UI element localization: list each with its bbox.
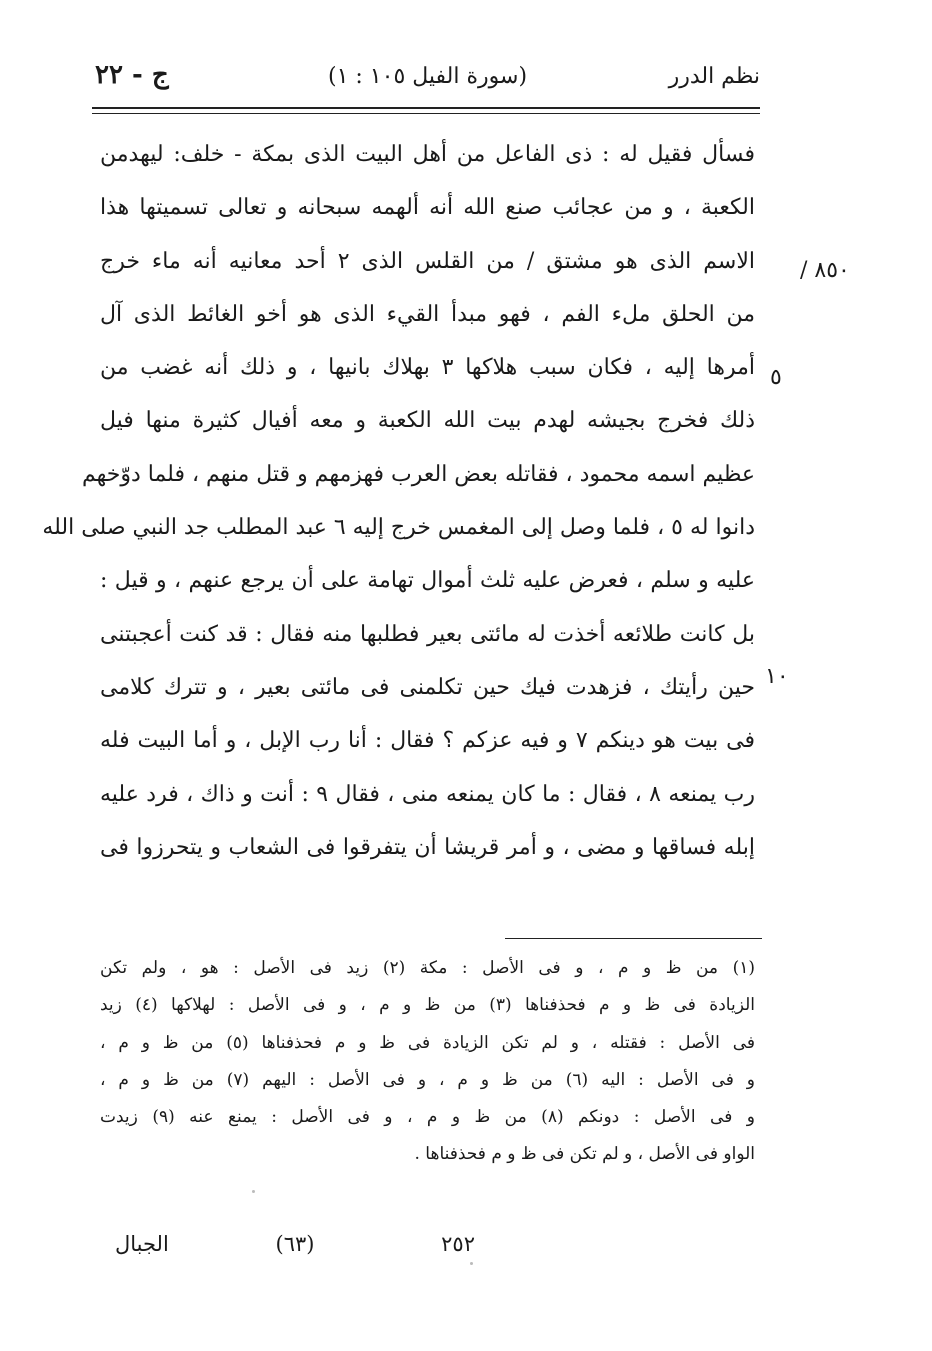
printer-signature: الجبال	[115, 1232, 169, 1256]
text-line: رب يمنعه ٨ ، فقال : ما كان يمنعه منى ، فقال ٩ : أنت و ذاك ، فرد عليه	[100, 781, 755, 807]
page-header	[95, 60, 760, 100]
text-line: فى بيت هو دينكم ٧ و فيه عزكم ؟ فقال : أنا رب الإبل ، و أما البيت فله	[100, 728, 755, 754]
footnote-rule	[505, 938, 762, 939]
scan-speck	[470, 1262, 473, 1265]
footnote-line: و فى الأصل : اليه (٦) من ظ و م ، و فى الأصل : اليهم (٧) من ظ و م ،	[100, 1069, 755, 1090]
running-title: نظم الدرر	[668, 64, 760, 89]
footnote-line: و فى الأصل : دونكم (٨) من ظ و م ، و فى الأصل : يمنع عنه (٩) زيدت	[100, 1107, 756, 1128]
footnote-line: الزيادة فى ظ و م فحذفناها (٣) من ظ و م ، و فى الأصل : لهلاكها (٤) زيد	[100, 995, 755, 1016]
line-number-5: ٥	[770, 365, 782, 390]
text-line: عليه و سلم ، فعرض عليه ثلث أموال تهامة على أن يرجع عنهم ، و قيل :	[100, 568, 755, 594]
text-line: ذلك فخرج بجيشه لهدم بيت الله الكعبة و معه أفيال كثيرة منها فيل	[100, 408, 755, 434]
footnote-line: الواو فى الأصل ، و لم تكن فى ظ و م فحذفناها .	[414, 1144, 755, 1165]
text-line: دانوا له ٥ ، فلما وصل إلى المغمس خرج إليه ٦ عبد المطلب جد النبي صلى الله	[42, 515, 755, 541]
footnote-line: (١) من ظ و م ، و فى الأصل : مكة (٢) زيد فى الأصل : هو ، ولم تكن	[100, 958, 755, 978]
page-footer	[115, 1232, 475, 1268]
text-line: بل كانت طلائعه أخذت له مائتى بعير فطلبها منه فقال : قد كنت أعجبتنى	[100, 621, 755, 647]
text-line: فسأل فقيل له : ذى الفاعل من أهل البيت الذى بمكة - خلف: ليهدمن	[100, 142, 755, 167]
scan-speck	[252, 1190, 255, 1193]
footnote-line: فى الأصل : فقتله ، و لم تكن الزيادة فى ظ و م فحذفناها (٥) من ظ و م ،	[100, 1032, 755, 1053]
text-line: من الحلق ملء الفم ، فهو مبدأ القيء الذى هو أخو الغائط الذى آل	[100, 301, 755, 327]
text-line: عظيم اسمه محمود ، فقاتله بعض العرب فهزمهم و قتل منهم ، فلما دوّخهم	[81, 461, 755, 487]
surah-reference: (سورة الفيل ١٠٥ : ١)	[327, 64, 528, 89]
text-line: أمرها إليه ، فكان سبب هلاكها ٣ بهلاك بانيها ، و ذلك أنه غضب من	[100, 355, 755, 381]
text-line: الاسم الذى هو مشتق / من القلس الذى ٢ أحد معانيه أنه ماء خرج	[100, 248, 755, 274]
main-text	[42, 128, 755, 874]
page-marker: ٨٥٠ /	[800, 258, 850, 283]
volume-page-label: ج - ٢٢	[95, 60, 169, 90]
text-line: الكعبة ، و من عجائب صنع الله أنه ألهمه سبحانه و تعالى تسميتها هذا	[100, 195, 755, 221]
line-number-10: ١٠	[765, 664, 789, 689]
footnotes	[100, 950, 755, 1174]
text-line: حين رأيتك ، فزهدت فيك حين تكلمنى فى مائتى بعير ، و تترك كلامى	[100, 674, 755, 700]
header-rule	[92, 107, 760, 114]
plate-number: (٦٣)	[275, 1232, 315, 1256]
text-line: إبله فساقها و مضى ، و أمر قريشا أن يتفرقوا فى الشعاب و يتحرزوا فى	[100, 834, 755, 860]
page-number: ٢٥٢	[441, 1232, 475, 1256]
